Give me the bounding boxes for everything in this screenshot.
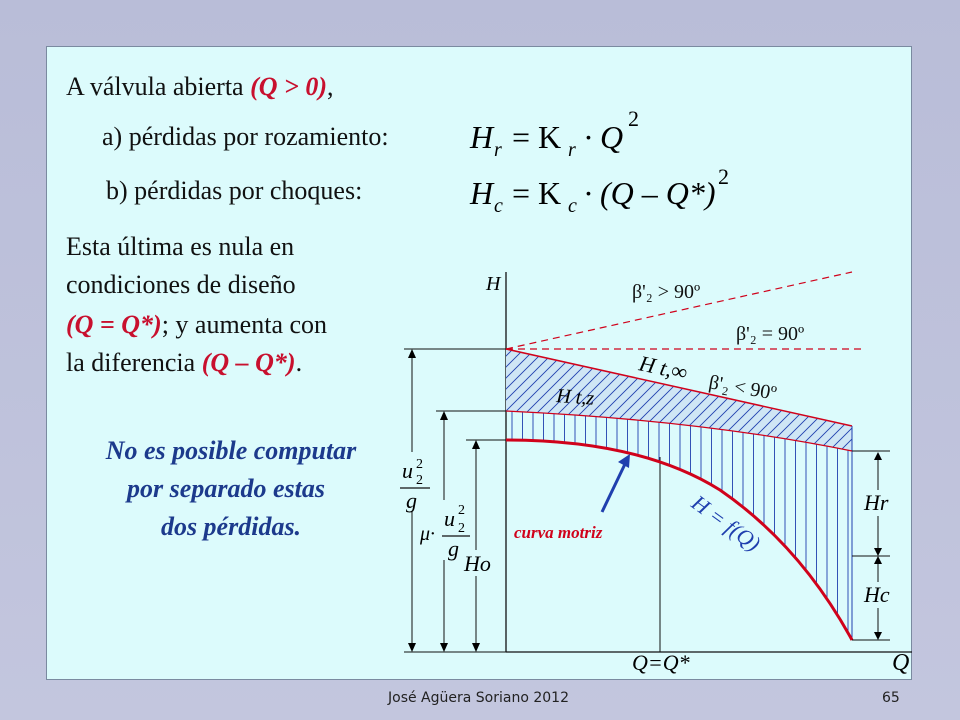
ht-inf-label: H t,∞	[636, 350, 690, 386]
curva-arrow-line	[602, 464, 625, 512]
hr-arrow-down	[874, 548, 882, 556]
h-fq-label: H = f(Q)	[687, 489, 766, 557]
ho-arrow-up	[472, 440, 480, 449]
note-line-1: No es posible computar	[105, 436, 357, 465]
hr-arrow-up	[874, 452, 882, 460]
ho-label: Ho	[464, 551, 491, 576]
design-point-label: Q=Q*	[632, 650, 690, 675]
mu-sub: 2	[458, 521, 465, 536]
hatch-line	[798, 340, 918, 460]
ho-arrow-down	[472, 643, 480, 652]
formula-hc-exp: 2	[718, 164, 729, 189]
desc-line-2: condiciones de diseño	[66, 270, 296, 299]
u2g-sub: 2	[416, 473, 423, 488]
note-line-2: por separado estas	[127, 474, 325, 503]
formula-hr-eq: = K	[512, 119, 562, 155]
u2g-exp: 2	[416, 457, 423, 472]
formula-hr-k-sub: r	[568, 139, 576, 161]
desc-condition-diff: (Q – Q*)	[201, 348, 296, 377]
formula-hc-eq: = K	[512, 175, 562, 211]
u2g-arrow-up	[408, 349, 416, 358]
formula-hc-k-sub: c	[568, 195, 577, 217]
hc-arrow-up	[874, 556, 882, 564]
footer	[0, 688, 960, 712]
formula-hr-lhs-sub: r	[494, 139, 502, 161]
formula-hr-rest: · Q	[584, 119, 624, 155]
hatch-line	[875, 340, 960, 460]
hatch-line	[842, 340, 960, 460]
note-line-3: dos pérdidas.	[160, 512, 302, 541]
hc-label: Hc	[864, 582, 890, 607]
desc-condition-equal: (Q = Q*)	[66, 310, 162, 339]
hatch-line	[864, 340, 960, 460]
footer-page-number: 65	[882, 690, 900, 706]
x-axis-label: Q	[892, 650, 910, 676]
mu-arrow-up	[440, 411, 448, 420]
hatch-line	[853, 340, 960, 460]
hatch-line	[380, 340, 500, 460]
desc-line-3-rest: ; y aumenta con	[161, 310, 328, 339]
formula-hr-lhs: H	[470, 119, 494, 155]
hatch-line	[831, 340, 951, 460]
mu-u: u	[444, 506, 455, 531]
beta-lt-label: β'₂ < 90º	[707, 371, 779, 405]
mu-g: g	[448, 536, 459, 561]
formula-hc-rest: · (Q – Q*)	[584, 175, 716, 211]
mu-arrow-down	[440, 643, 448, 652]
u2g-u: u	[402, 458, 413, 483]
intro-condition: (Q > 0)	[250, 72, 328, 101]
desc-line-4-text: la diferencia	[66, 348, 196, 377]
hatch-line	[402, 340, 522, 460]
formula-hc-lhs-sub: c	[494, 195, 503, 217]
hatch-line	[820, 340, 940, 460]
mu-sym: μ·	[420, 523, 436, 545]
footer-author: José Agüera Soriano 2012	[388, 690, 569, 706]
mu-exp: 2	[458, 503, 465, 518]
formula-hr-exp: 2	[628, 106, 639, 131]
beta-gt-label: β'₂ > 90º	[632, 281, 701, 303]
u2g-g: g	[406, 488, 417, 513]
desc-line-4-end: .	[295, 348, 303, 377]
hatch-line	[809, 340, 929, 460]
intro-text: A válvula abierta	[66, 72, 244, 101]
hc-arrow-down	[874, 632, 882, 640]
formula-hc-lhs: H	[470, 175, 494, 211]
ht-z-label: H t,z	[555, 385, 595, 410]
item-b: b) pérdidas por choques:	[106, 176, 363, 205]
desc-line-1: Esta última es nula en	[66, 232, 295, 261]
intro-comma: ,	[327, 72, 334, 101]
beta-eq-label: β'₂ = 90º	[736, 323, 805, 345]
hr-label: Hr	[864, 490, 889, 515]
y-axis-label: H	[486, 273, 501, 295]
curva-motriz-label: curva motriz	[514, 523, 603, 542]
item-a: a) pérdidas por rozamiento:	[102, 122, 389, 151]
u2g-arrow-down	[408, 643, 416, 652]
